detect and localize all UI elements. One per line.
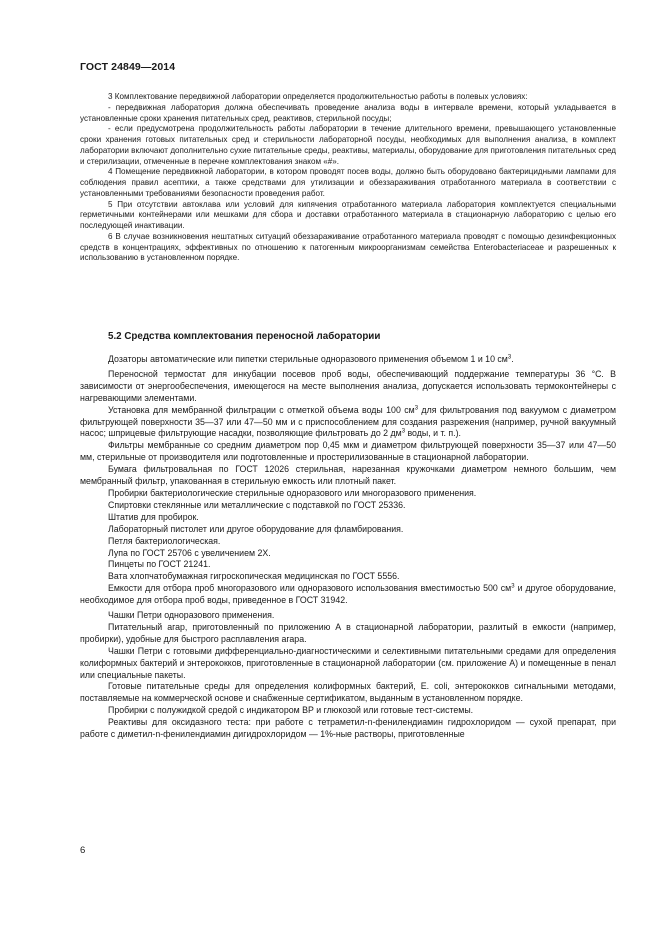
list-item: Готовые питательные среды для определения колиформных бактерий, E. coli, энтерококков сигнальными методами, поставляемые на коммерческой основе и снабженные сертификатом, выданным в установленном порядке. [80,681,616,704]
paragraph-item-6: 6 В случае возникновения нештатных ситуаций обеззараживание отработанного материала проводят с помощью дезинфекционных средств в концентрациях, эффективных по отношению к патогенным микроорганизмам семейства Enterobacteriaceae и разрешенных к использованию в установленном порядке. [80,231,616,263]
paragraph-item-3: 3 Комплектование передвижной лаборатории определяется продолжительностью работы в полевых условиях: [108,92,528,101]
list-item: Питательный агар, приготовленный по приложению А в стационарной лаборатории, разлитый в емкости (например, пробирки), удобные для быстрого расплавления агара. [80,621,616,644]
standard-header: ГОСТ 24849—2014 [80,61,176,73]
paragraph-dash-short-term: - передвижная лаборатория должна обеспечивать проведение анализа воды в интервале времени, который укладывается в установленные сроки хранения питательных сред, реактивов, стерильной посуды; [80,102,616,123]
list-item: Бумага фильтровальная по ГОСТ 12026 стерильная, нарезанная кружочками диаметром немного большим, чем мембранный фильтр, упакованная в стерильную емкость или плотный пакет. [80,464,616,487]
paragraph-item-4: 4 Помещение передвижной лаборатории, в котором проводят посев воды, должно быть оборудовано бактерицидными лампами для соблюдения правил асептики, а также средствами для утилизации и обеззараживания отработанного материала в соответствии с установленными требованиями безопасности проведения работ. [80,167,616,198]
list-item: Лабораторный пистолет или другое оборудование для фламбирования. [108,523,404,534]
paragraph-dash-long-term: - если предусмотрена продолжительность работы лаборатории в течение длительного времени, превышающего установленные сроки хранения готовых питательных сред и стерильности лабораторной посуды, необходимых для выполнения анализа, в комплект лаборатории включают дополнительно сухие питательные среды, реактивы, материалы, оборудование для приготовления питательных сред и стерилизации, отмеченные в перечне комплектования знаком «#». [80,124,616,166]
list-item: Пробирки с полужидкой средой с индикатором ВР и глюкозой или готовые тест-системы. [108,705,474,716]
section-title: 5.2 Средства комплектования переносной лаборатории [108,331,381,342]
list-item: Спиртовки стеклянные или металлические с подставкой по ГОСТ 25336. [108,499,406,510]
list-item: Чашки Петри с готовыми дифференциально-диагностическими и селективными питательными средами для определения колиформных бактерий и энтерококков, приготовленные в стационарной лаборатории (см. приложение А) и помещенные в пенал или специальные пакеты. [80,645,616,680]
list-item: Фильтры мембранные со средним диаметром пор 0,45 мкм и диаметром фильтрующей поверхности 35—37 или 47—50 мм, стерильные от производителя или подготовленные и простерилизованные в стационарной лаборатории. [80,440,616,463]
list-item: Пробирки бактериологические стерильные одноразового или многоразового применения. [108,487,477,498]
list-item: Реактивы для оксидазного теста: при работе с тетраметил-n-фенилендиамин гидрохлоридом — сухой препарат, при работе с диметил-n-фенилендиамин дигидрохлоридом — 1%-ные растворы, приготовленные [80,717,616,740]
list-item: Переносной термостат для инкубации посевов проб воды, обеспечивающий поддержание температуры 36 °С. В зависимости от энергообеспечения, имеющегося на месте выполнения анализа, допускается использовать термоконтейнеры с нагревающими элементами. [80,368,616,403]
list-item: Вата хлопчатобумажная гигроскопическая медицинская по ГОСТ 5556. [108,571,400,582]
list-item: Дозаторы автоматические или пипетки стерильные одноразового применения объемом 1 и 10 $см^3$. [108,354,514,364]
list-item: Петля бактериологическая. [108,535,221,546]
list-item: Пинцеты по ГОСТ 21241. [108,559,211,570]
list-item: Чашки Петри одноразового применения. [108,610,275,621]
page-number: 6 [80,845,86,856]
list-item: Емкости для отбора проб многоразового или одноразового использования вместимостью 500 $см^3$ и другое оборудование, необходимое для отбора проб воды, приведенное в ГОСТ 31942. [80,583,616,606]
list-item: Лупа по ГОСТ 25706 с увеличением 2X. [108,547,271,558]
requirements-list [80,92,616,264]
list-item: Штатив для пробирок. [108,511,199,522]
list-item: Установка для мембранной фильтрации с отметкой объема воды 100 $см^3$ для фильтрования под вакуумом с диаметром фильтрующей поверхности 35—37 или 47—50 мм и с приспособлением для создания разрежения (например, ручной вакуумный насос; шприцевые фильтрующие насадки, позволяющие фильтровать до 2 $дм^3$ воды, и т. п.). [80,404,616,439]
equipment-list [80,354,616,741]
paragraph-item-5: 5 При отсутствии автоклава или условий для кипячения отработанного материала лаборатория комплектуется специальными герметичными контейнерами или мешками для сбора и доставки отработанного материала в стационарную лабораторию с целью его последующей инактивации. [80,199,616,230]
